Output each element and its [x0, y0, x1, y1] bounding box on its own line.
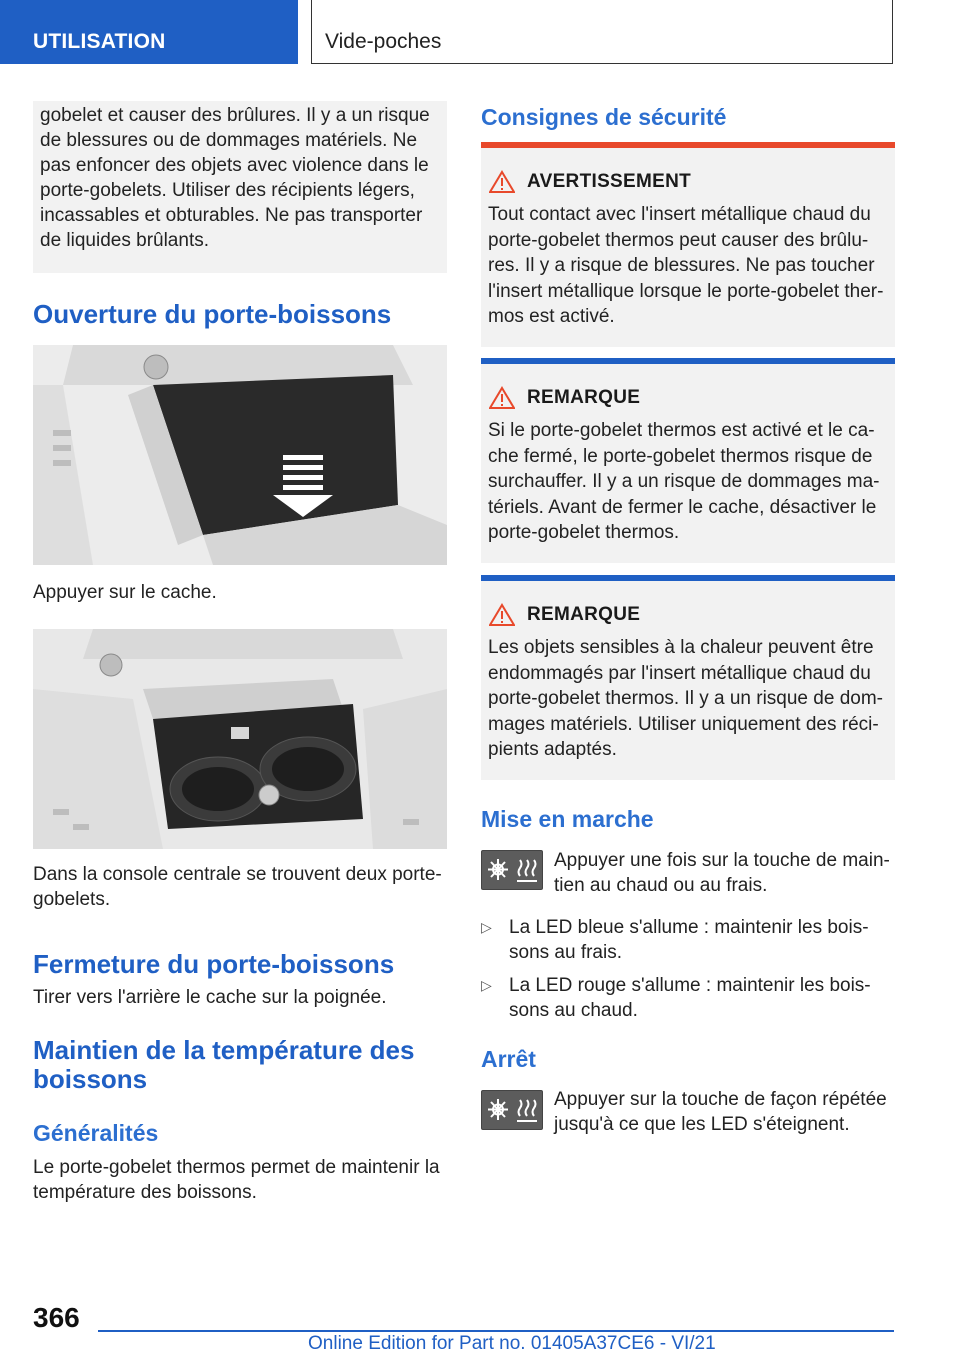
- list-item: [481, 973, 895, 1023]
- note-bar: [481, 575, 895, 581]
- heading-fermeture: Fermeture du porte-boissons: [33, 949, 395, 979]
- note-bar: [481, 358, 895, 364]
- warning-triangle-icon: [489, 386, 515, 410]
- footer-edition: Online Edition for Part no. 01405A37CE6 - VI/21: [308, 1333, 716, 1354]
- fermeture-text: Tirer vers l'arrière le cache sur la poignée.: [33, 987, 387, 1008]
- bullet-text: La LED rouge s'allume : maintenir les bois-sons au chaud.: [509, 975, 871, 1021]
- generalites-text: Le porte-gobelet thermos permet de maintenir la température des boissons.: [33, 1157, 440, 1203]
- warning-box-avertissement: [481, 142, 895, 347]
- note-label: REMARQUE: [527, 387, 641, 408]
- list-item: [481, 915, 895, 965]
- note-text: Si le porte-gobelet thermos est activé et le ca-che fermé, le porte-gobelet thermos risque de surchauffer. Il y a un risque de dommages ma-tériels. Avant de fermer le cache, désactiver le porte-gobelet thermos.: [488, 420, 880, 543]
- heading-generalites: Généralités: [33, 1120, 159, 1146]
- photo-cupholders-open: [33, 629, 447, 849]
- warning-label: AVERTISSEMENT: [527, 171, 692, 192]
- warning-triangle-icon: [489, 603, 515, 627]
- heading-mise-en-marche: Mise en marche: [481, 806, 654, 832]
- continued-warning-box: [33, 101, 447, 273]
- arret-text: Appuyer sur la touche de façon répétée jusqu'à ce que les LED s'éteignent.: [554, 1089, 887, 1135]
- bullet-text: La LED bleue s'allume : maintenir les bois-sons au frais.: [509, 917, 869, 963]
- heading-consignes: Consignes de sécurité: [481, 104, 727, 130]
- photo-cover-closed: [33, 345, 447, 565]
- mise-en-marche-text: Appuyer une fois sur la touche de main-tien au chaud ou au frais.: [554, 850, 890, 896]
- note-box-objets-sensibles: [481, 575, 895, 780]
- page-number: 366: [33, 1302, 80, 1333]
- continued-warning-text: gobelet et causer des brûlures. Il y a un risque de blessures ou de dommages matériels. Ne pas enfoncer des objets avec violence dans le porte-gobelets. Utiliser des récipients légers, incassables et obturables. Ne pas transporter de liquides brûlants.: [40, 105, 430, 251]
- note-label: REMARQUE: [527, 604, 641, 625]
- bullet-triangle-icon: ▷: [481, 977, 492, 993]
- caption-two-cupholders: Dans la console centrale se trouvent deux porte-gobelets.: [33, 864, 442, 910]
- caption-press-cover: Appuyer sur le cache.: [33, 582, 217, 603]
- heading-maintien: Maintien de la température des boissons: [33, 1035, 415, 1094]
- note-box-surchauffe: [481, 358, 895, 563]
- warning-text: Tout contact avec l'insert métallique chaud du porte-gobelet thermos peut causer des brûlu-res. Il y a risque de blessures. Ne pas toucher l'insert métallique lorsque le porte-gobelet ther-mos est activé.: [488, 204, 884, 327]
- footer-rule: [98, 1330, 894, 1332]
- snowflake-heat-button-icon: [481, 850, 543, 890]
- heading-ouverture: Ouverture du porte-boissons: [33, 299, 392, 329]
- heading-arret: Arrêt: [481, 1046, 536, 1072]
- snowflake-heat-button-icon: [481, 1090, 543, 1130]
- header-section-title: UTILISATION: [33, 30, 166, 53]
- warning-bar: [481, 142, 895, 148]
- bullet-triangle-icon: ▷: [481, 919, 492, 935]
- note-text: Les objets sensibles à la chaleur peuvent être endommagés par l'insert métallique chaud du porte-gobelet thermos. Il y a un risque de dom-mages matériels. Utiliser uniquement des réci-pients adaptés.: [488, 637, 883, 760]
- header-topic-title: Vide-poches: [325, 30, 442, 53]
- warning-triangle-icon: [489, 170, 515, 194]
